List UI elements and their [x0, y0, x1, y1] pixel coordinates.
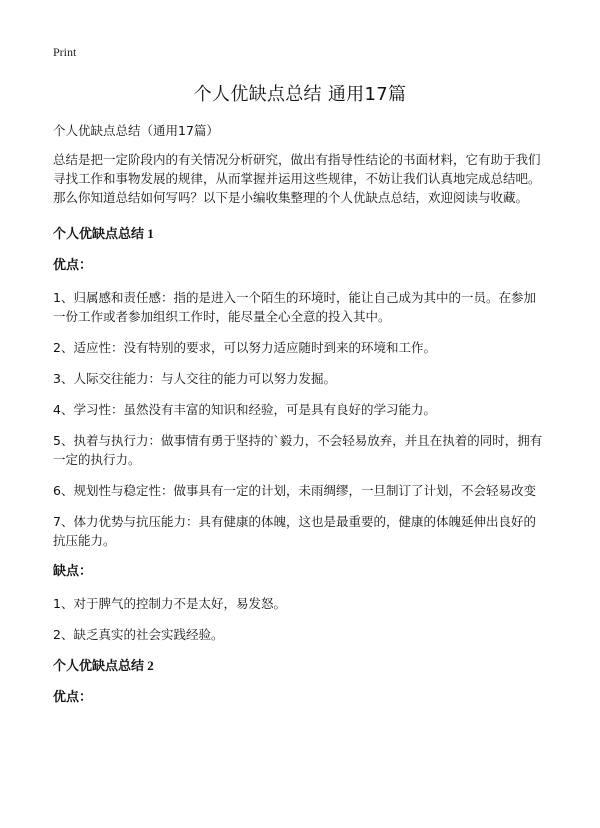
strength-item-7: 7、体力优势与抗压能力：具有健康的体魄，这也是最重要的，健康的体魄延伸出良好的抗压能力。	[53, 514, 536, 548]
strength-item-5: 5、执着与执行力：做事情有勇于坚持的`毅力，不会轻易放弃，并且在执着的同时，拥有一定的执行力。	[53, 433, 543, 467]
intro-paragraph: 总结是把一定阶段内的有关情况分析研究，做出有指导性结论的书面材料，它有助于我们寻找工作和事物发展的规律，从而掌握并运用这些规律，不妨让我们认真地完成总结吧。那么你知道总结如何写吗？以下是小编收集整理的个人优缺点总结，欢迎阅读与收藏。	[53, 152, 541, 205]
strengths-label-2: 优点：	[53, 690, 93, 705]
strength-item-1: 1、归属感和责任感：指的是进入一个陌生的环境时，能让自己成为其中的一员。在参加一份工作或者参加组织工作时，能尽量全心全意的投入其中。	[53, 290, 536, 324]
strength-item-4: 4、学习性：虽然没有丰富的知识和经验，可是具有良好的学习能力。	[53, 402, 436, 417]
page-title: 个人优缺点总结 通用17篇	[193, 84, 407, 105]
print-link[interactable]: Print	[53, 45, 77, 59]
section-heading-2: 个人优缺点总结 2	[53, 658, 154, 673]
weakness-item-1: 1、对于脾气的控制力不是太好，易发怒。	[53, 596, 286, 611]
strength-item-6: 6、规划性与稳定性：做事具有一定的计划，未雨绸缪，一旦制订了计划，不会轻易改变	[53, 483, 536, 498]
strength-item-3: 3、人际交往能力：与人交往的能力可以努力发掘。	[53, 371, 336, 386]
document-body	[53, 121, 548, 720]
weakness-item-2: 2、缺乏真实的社会实践经验。	[53, 627, 224, 642]
section-heading-1: 个人优缺点总结 1	[53, 226, 154, 241]
document-subtitle: 个人优缺点总结（通用17篇）	[53, 123, 219, 138]
strength-item-2: 2、适应性：没有特别的要求，可以努力适应随时到来的环境和工作。	[53, 340, 436, 355]
weaknesses-label-1: 缺点：	[53, 564, 93, 579]
strengths-label-1: 优点：	[53, 258, 93, 273]
